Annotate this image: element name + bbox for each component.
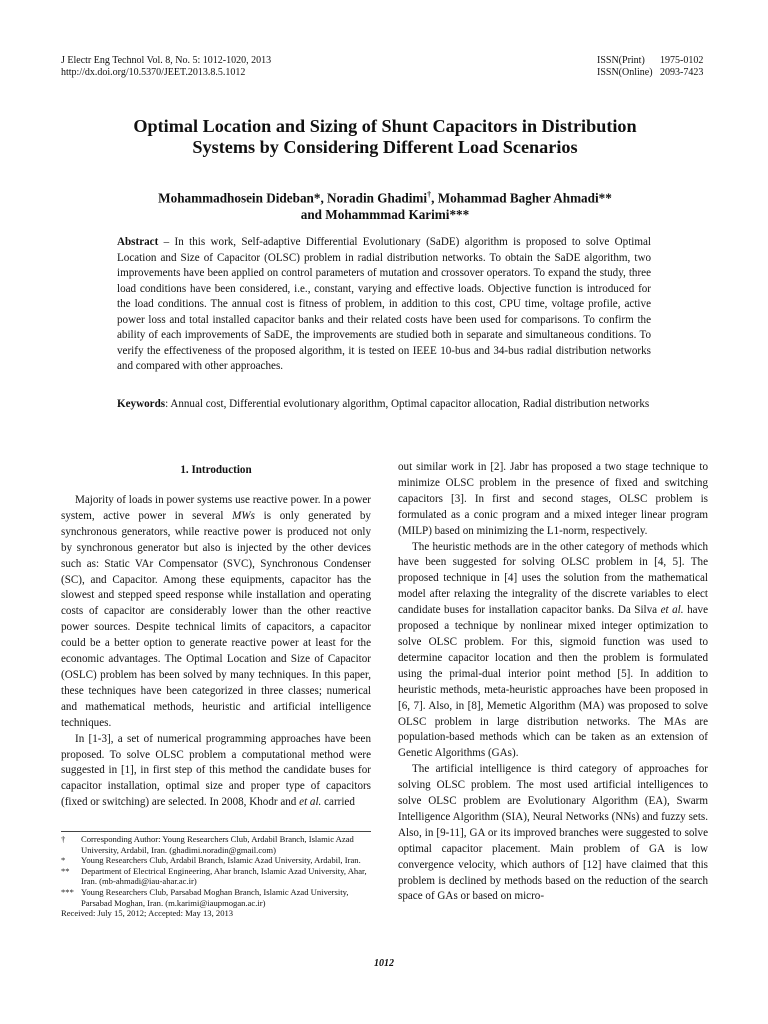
intro-p1-text-a: Majority of loads in power systems use reactive power. In a power system, active power in several: [61, 494, 371, 522]
footnote-mark: *: [61, 855, 66, 866]
issn-print-label: ISSN(Print): [597, 55, 645, 66]
footnote-author-3: [61, 866, 371, 887]
abstract-text: In this work, Self-adaptive Differential Evolutionary (SaDE) algorithm is proposed to solve Optimal Location and Size of Capacitor (OLSC) problem in radial distribution networks. To obtain the SaDE algorithm, two improvements have been applied on control parameters of mutation and crossover operators. To expand the study, three load conditions have been considered, i.e., constant, varying and effective loads. Objective function is introduced for the load conditions. The annual cost is fitness of problem, in addition to this cost, CPU time, voltage profile, active power loss and total installed capacitor banks and their related costs have been used for comparisons. To confirm the ability of each improvements of SaDE, the improvements are studied both in separate and simultaneous conditions. To verify the effectiveness of the proposed algorithm, it is tested on IEEE 10-bus and 34-bus radial distribution networks and compared with other approaches.: [117, 236, 652, 372]
author-list: [60, 186, 710, 223]
footnotes: [61, 831, 371, 919]
author-line-part-1: Mohammadhosein Dideban*, Noradin Ghadimi: [158, 190, 428, 206]
journal-header: [61, 55, 271, 79]
right-paragraph-1: out similar work in [2]. Jabr has proposed a two stage technique to minimize OLSC problem in the presence of fixed and switching capacitors [3]. In first and second stages, OLSC problem is formulated as a conic program and a mixed integer linear program (MILP) based on minimizing the L1-norm, respectively.: [398, 461, 708, 537]
left-column: [61, 462, 371, 811]
title-line-2: Systems by Considering Different Load Scenarios: [192, 137, 578, 157]
footnote-text: Young Researchers Club, Parsabad Moghan Branch, Islamic Azad University, Parsabad Moghan, Iran. (m.karimi@iaupmogan.ac.ir): [81, 886, 349, 908]
doi-link[interactable]: http://dx.doi.org/10.5370/JEET.2013.8.5.1012: [61, 67, 246, 78]
page-number: 1012: [374, 958, 394, 969]
corresponding-mark: †: [427, 190, 432, 199]
title-line-1: Optimal Location and Sizing of Shunt Capacitors in Distribution: [133, 116, 637, 136]
right-p2-text-a: The heuristic methods are in the other category of methods which have been suggested for solving OLSC problem in [4, 5]. The proposed technique in [4] uses the solution from the mathematical model after relaxing the integrality of the discrete variables to elect candidate buses for installation capacitor banks. Da Silva: [398, 540, 708, 617]
journal-citation: J Electr Eng Technol Vol. 8, No. 5: 1012-1020, 2013: [61, 55, 272, 66]
intro-p2-text-b: carried: [321, 796, 355, 809]
abstract-label: Abstract: [117, 236, 159, 248]
right-column: [398, 460, 708, 905]
keywords-text: : Annual cost, Differential evolutionary algorithm, Optimal capacitor allocation, Radial distribution networks: [165, 398, 650, 410]
footnote-text: Young Researchers Club, Ardabil Branch, Islamic Azad University, Ardabil, Iran.: [81, 855, 361, 866]
issn-print-value: 1975-0102: [660, 55, 704, 66]
footnote-mark: **: [61, 865, 70, 876]
received-dates: Received: July 15, 2012; Accepted: May 13, 2013: [61, 908, 234, 919]
footnote-author-1: [61, 855, 371, 866]
intro-p2-text-a: In [1-3], a set of numerical programming approaches have been proposed. To solve OLSC problem a computational method were suggested in [1], in first step of this method the candidate buses for capacitor installation, optimal size and proper type of capacitors (fixed or switching) are selected. In 2008, Khodr and: [61, 732, 371, 809]
footnote-mark: ***: [61, 886, 74, 897]
footnote-text: Corresponding Author: Young Researchers Club, Ardabil Branch, Islamic Azad University, Ardabil, Iran. (ghadimi.noradin@gmail.com): [81, 834, 354, 855]
author-line-part-2: , Mohammad Bagher Ahmadi**: [431, 190, 612, 206]
abstract-dash: –: [158, 236, 175, 248]
issn-online-value: 2093-7423: [660, 67, 704, 78]
issn-online-label: ISSN(Online): [597, 67, 653, 78]
intro-paragraph-2: [61, 732, 371, 812]
footnote-corresponding: [61, 834, 371, 855]
footnote-author-4: [61, 887, 371, 908]
author-line-2: and Mohammmad Karimi***: [300, 207, 470, 223]
intro-paragraph-1: [61, 493, 371, 732]
intro-p1-mws: MWs: [232, 509, 255, 522]
footnote-mark: †: [61, 834, 66, 844]
footnote-text: Department of Electrical Engineering, Ahar branch, Islamic Azad University, Ahar, Iran. (mb-ahmadi@iau-ahar.ac.ir): [81, 865, 367, 887]
issn-block: [597, 55, 703, 79]
intro-p2-etal: et al.: [299, 796, 322, 809]
paper-title: [60, 116, 710, 158]
keywords-label: Keywords: [117, 398, 166, 410]
right-p2-etal: et al.: [660, 604, 684, 617]
right-paragraph-2: [398, 540, 708, 763]
section-heading-introduction: 1. Introduction: [180, 464, 252, 476]
right-paragraph-3: The artificial intelligence is third category of approaches for solving OLSC problem. The most used artificial intelligences to solve OLSC problem are Evolutionary Algorithm (EA), Swarm Intelligence Algorithm (SIA), Neural Networks (NNs) and fuzzy sets. Also, in [9-11], GA or its improved branches were suggested to solve optimal capacitor placement. Main problem of GA is low convergence velocity, which authors of [12] have claimed that this problem is declined by methods based on the reduction of the search space of GAs or based on micro-: [398, 763, 708, 903]
abstract: [117, 235, 651, 375]
intro-p1-text-b: is only generated by synchronous generators, while reactive power is produced not only by synchronous generator but also is injected by the other devices such as: Static VAr Compensator (SVC), Synchronous Condenser (SC), and Capacitor. Among these equipments, capacitor has the slowest and stepped speed response while installation and operating costs of capacitor are considerably lower than the other reactive power sources. Despite technical limits of capacitors, a capacitor could be a better option to generate reactive power at least for the economic advantages. The Optimal Location and Size of Capacitor (OSLC) problem has been solved by many techniques. In this paper, these techniques have been categorized in three classes; numerical and mathematical methods, heuristic and artificial intelligence techniques.: [61, 509, 371, 729]
right-p2-text-b: have proposed a technique by nonlinear mixed integer optimization to solve OLSC problem. For this, sigmoid function was used to determine capacitor location and then the problem is formulated using the primal-dual interior point method [5]. In addition to heuristic methods, meta-heuristic approaches have been proposed in [6, 7]. Also, in [8], Memetic Algorithm (MA) was proposed to solve OLSC problem in large distribution networks. The MAs are population-based methods which can be taken as an extension of Genetic Algorithms (GAs).: [398, 604, 709, 760]
keywords: [117, 397, 651, 413]
